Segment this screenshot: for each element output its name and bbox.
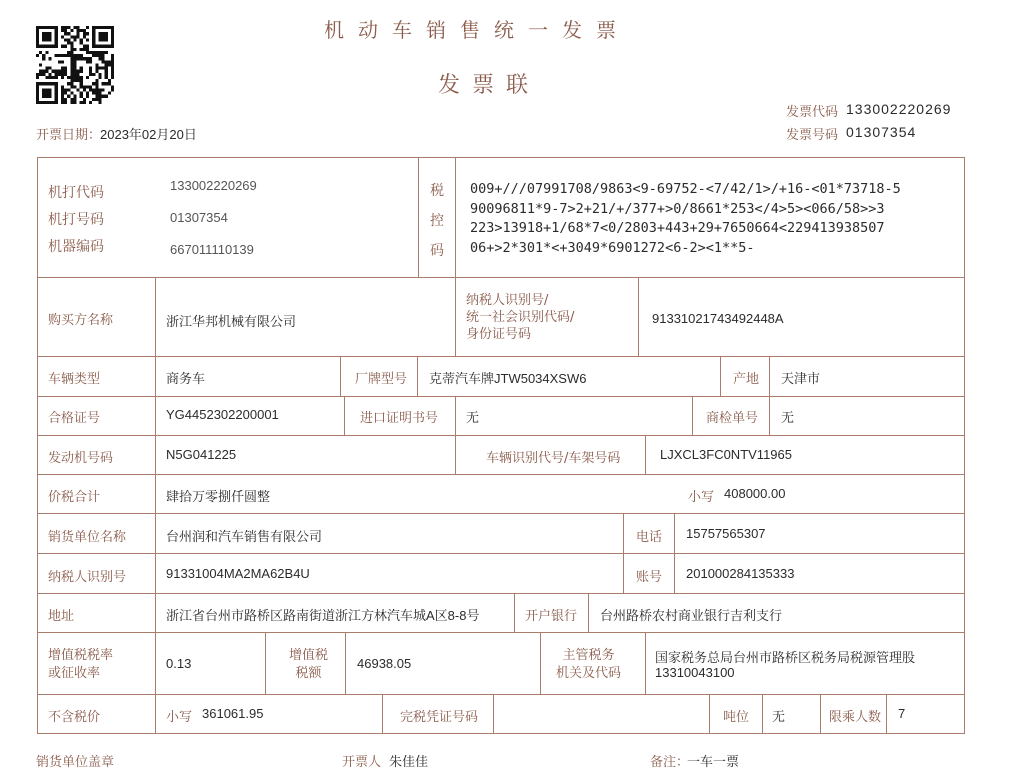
invoice-number: 01307354: [846, 124, 917, 140]
total-amount: 408000.00: [724, 486, 786, 501]
machine-number: 01307354: [170, 210, 228, 225]
total-small-label: 小写: [688, 490, 715, 505]
machine-code-label: 机打代码: [48, 185, 104, 201]
inspection-number: 无: [781, 410, 795, 425]
note-label: 备注：: [650, 755, 690, 770]
seller-address: 浙江省台州市路桥区路南街道浙江方林汽车城A区8-8号: [166, 608, 480, 623]
qr-code: [36, 26, 114, 104]
tax-control-line-2: 90096811*9-7>2+21/+/377+>0/8661*253</4>5><066/58>>3: [470, 200, 885, 217]
buyer-tax-id-label: 纳税人识别号/ 统一社会识别代码/ 身份证号码: [466, 293, 575, 342]
vehicle-origin: 天津市: [781, 371, 821, 386]
engine-label: 发动机号码: [48, 451, 114, 466]
vat-rate-label: 增值税税率 或征收率: [48, 648, 114, 681]
tax-control-label-1: 税: [430, 183, 444, 199]
seller-phone: 15757565307: [686, 526, 766, 541]
buyer-name: 浙江华邦机械有限公司: [166, 314, 297, 329]
seller-address-label: 地址: [48, 609, 75, 624]
seller-account-label: 账号: [636, 570, 663, 585]
tax-control-label-3: 码: [430, 243, 444, 259]
pretax-amount: 361061.95: [202, 706, 264, 721]
tax-control-line-4: 06+>2*301*<+3049*6901272<6-2><1**5-: [470, 239, 755, 256]
tonnage: 无: [772, 709, 786, 724]
invoice-code: 133002220269: [846, 101, 952, 117]
tax-control-label-2: 控: [430, 213, 444, 229]
vehicle-brand: 克蒂汽车牌JTW5034XSW6: [429, 371, 587, 386]
tax-control-line-1: 009+///07991708/9863<9-69752-<7/42/1>/+16-<01*73718-5: [470, 181, 901, 197]
import-number: 无: [466, 410, 480, 425]
invoice-title: 机动车销售统一发票: [324, 18, 630, 42]
invoice-code-label: 发票代码: [786, 105, 839, 120]
drawer-label: 开票人: [342, 755, 382, 770]
seats: 7: [898, 706, 906, 721]
total-amount-words: 肆拾万零捌仟圆整: [166, 489, 271, 504]
vat-amount-label: 增值税 税额: [289, 648, 329, 681]
seller-name-label: 销货单位名称: [48, 530, 127, 545]
cert-number: YG4452302200001: [166, 407, 279, 422]
vin-label: 车辆识别代号/车架号码: [486, 451, 621, 466]
pretax-label: 不含税价: [48, 710, 101, 725]
vehicle-brand-label: 厂牌型号: [355, 372, 408, 387]
vehicle-type: 商务车: [166, 371, 206, 386]
vin: LJXCL3FC0NTV11965: [660, 447, 792, 462]
tax-control-line-3: 223>13918+1/68*7<0/2803+443+29+7650664<229413938507: [470, 220, 885, 236]
total-label: 价税合计: [48, 490, 101, 505]
duty-cert-label: 完税凭证号码: [400, 710, 479, 725]
seller-tax-id: 91331004MA2MA62B4U: [166, 566, 310, 581]
seller-seal-label: 销货单位盖章: [36, 755, 115, 770]
machine-device: 667011110139: [170, 242, 254, 257]
issue-date: 2023年02月20日: [100, 127, 197, 142]
issue-date-label: 开票日期：: [36, 128, 102, 143]
tonnage-label: 吨位: [723, 710, 750, 725]
buyer-tax-id: 91331021743492448A: [652, 311, 784, 326]
note: 一车一票: [687, 754, 740, 769]
tax-authority-label: 主管税务 机关及代码: [556, 648, 622, 681]
seller-bank-label: 开户银行: [525, 609, 578, 624]
buyer-name-label: 购买方名称: [48, 313, 114, 328]
machine-number-label: 机打号码: [48, 212, 104, 228]
engine-number: N5G041225: [166, 447, 237, 462]
seats-label: 限乘人数: [829, 710, 882, 725]
tax-authority-code: 13310043100: [655, 665, 735, 680]
import-label: 进口证明书号: [360, 411, 439, 426]
seller-phone-label: 电话: [636, 530, 663, 545]
seller-bank: 台州路桥农村商业银行吉利支行: [600, 608, 783, 623]
cert-label: 合格证号: [48, 411, 101, 426]
pretax-small-label: 小写: [166, 710, 193, 725]
invoice-subtitle: 发票联: [438, 73, 541, 98]
seller-tax-id-label: 纳税人识别号: [48, 570, 127, 585]
seller-name: 台州润和汽车销售有限公司: [166, 529, 323, 544]
vat-amount: 46938.05: [357, 656, 412, 671]
vat-rate: 0.13: [166, 656, 192, 671]
vehicle-type-label: 车辆类型: [48, 372, 101, 387]
invoice-number-label: 发票号码: [786, 128, 839, 143]
vehicle-origin-label: 产地: [733, 372, 760, 387]
inspection-label: 商检单号: [706, 411, 759, 426]
drawer-name: 朱佳佳: [389, 754, 429, 769]
machine-code: 133002220269: [170, 178, 257, 193]
seller-account: 201000284135333: [686, 566, 795, 581]
tax-authority: 国家税务总局台州市路桥区税务局税源管理股: [655, 650, 916, 665]
machine-device-label: 机器编码: [48, 239, 104, 255]
